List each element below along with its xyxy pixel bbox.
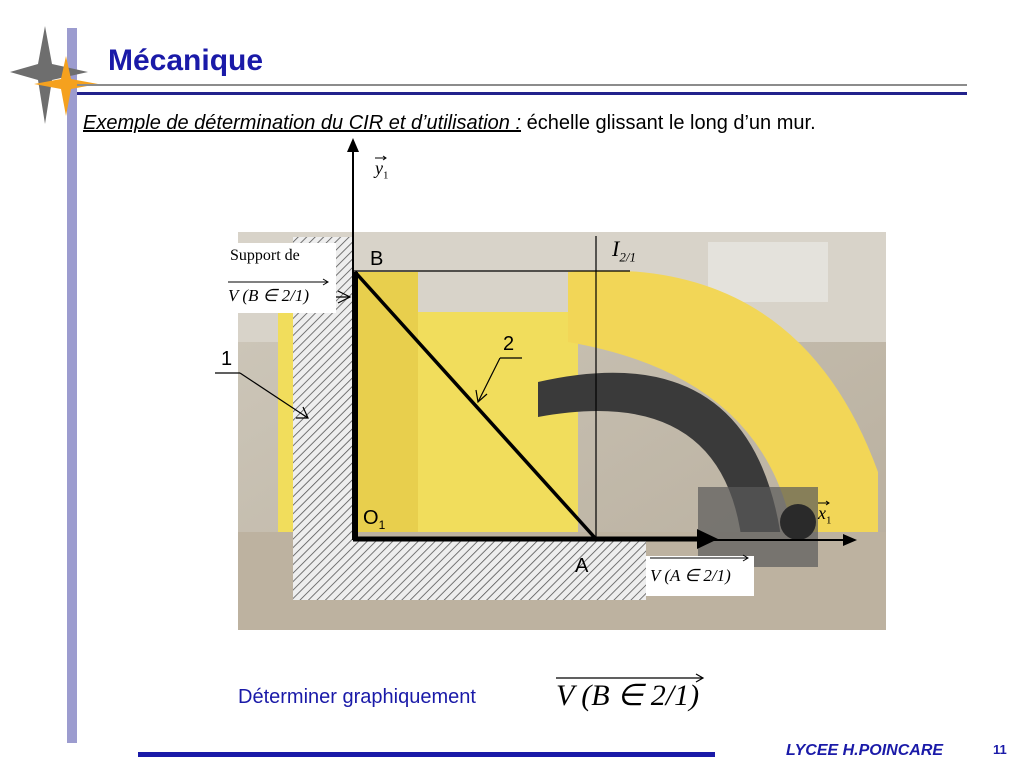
x-axis-arrow	[843, 534, 857, 546]
velocity-A-formula: V (A ∈ 2/1)	[650, 566, 731, 585]
ground-hatch	[293, 540, 646, 600]
task-text: Déterminer graphiquement	[238, 686, 476, 708]
subtitle-italic: Exemple de détermination du CIR et d’utilisation :	[83, 112, 522, 134]
origin-label: $O_1$	[363, 507, 386, 532]
ladder-bar	[355, 272, 596, 539]
x-axis-label: $x_1$	[818, 503, 832, 527]
cir-label: $I_{2/1}$	[612, 236, 636, 265]
part-2-label: 2	[503, 333, 515, 355]
page-number: 11	[993, 742, 1007, 757]
part-1-label: 1	[221, 348, 233, 370]
velocity-B-formula: V (B ∈ 2/1)	[228, 286, 310, 305]
footer-line	[138, 752, 715, 757]
y-axis-arrow	[347, 138, 359, 152]
page-title: Mécanique	[108, 44, 264, 77]
support-label: Support de	[230, 247, 300, 264]
subtitle-rest: échelle glissant le long d’un mur.	[521, 112, 816, 134]
y-axis-label: $y_1$	[375, 158, 389, 182]
footer-school: LYCEE H.POINCARE	[786, 742, 944, 759]
part2-leader	[478, 358, 500, 402]
point-B-label: B	[370, 248, 384, 270]
point-A-label: A	[575, 555, 589, 577]
velocity-A-arrow-head	[697, 529, 718, 549]
task-formula: V (B ∈ 2/1)	[556, 679, 700, 712]
